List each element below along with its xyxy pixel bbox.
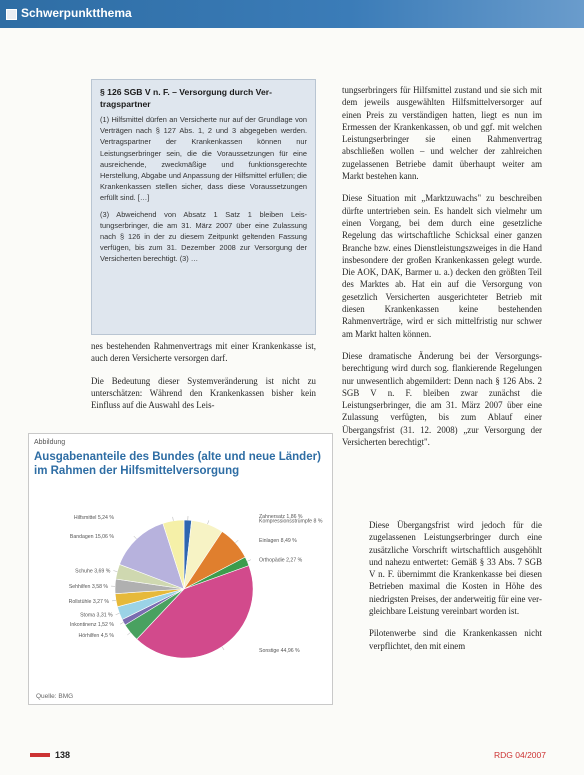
pie-label-3: Orthopädie 2,27 % [259, 557, 303, 564]
legal-paragraph-1: (1) Hilfsmittel dürfen an Versicherte nur auf der Grundlage von Verträgen nach § 127 Abs. 1, 2 und 3 abgegeben werden. Vertragspartner der Krankenkassen können nur Leistungserbringer sein, die die Voraussetzungen für eine ausreichende, zweckmäßige und funktionsgerechte Herstellung, Abgabe und Anpassung der Hilfsmittel erfüllen; die Krankenkassen stellen sicher, dass diese Voraussetzungen erfüllt sind. […] [100, 115, 307, 203]
pie-leader-line-5 [127, 633, 130, 636]
page-marker [30, 753, 50, 757]
pie-leader-line-12 [173, 517, 174, 521]
pie-leader-line-10 [113, 571, 117, 572]
pie-label-0: Zahnersatz 1,86 % [259, 514, 303, 521]
section-title: Schwerpunktthema [21, 6, 132, 20]
pie-leader-line-3 [247, 560, 251, 562]
legal-paragraph-3: (3) Abweichend von Absatz 1 Satz 1 bleiben Leistungserbringer, die am 31. März 2007 über eine Zulassung nach § 126 in der zu diesem Zeitpunkt geltenden Fassung verfügen, bis zum 31. Dezember 2008 zur Versorgung der Versicherten berechtigt. (3) … [100, 209, 307, 264]
pie-label-12: Hilfsmittel 5,24 % [73, 514, 114, 521]
pie-leader-line-1 [208, 520, 209, 524]
pie-label-9: Sehhilfen 3,58 % [68, 584, 109, 591]
left-column-text [91, 340, 316, 421]
legal-text-box [91, 79, 316, 335]
pie-leader-line-7 [116, 613, 120, 614]
paragraph: Diese dramatische Änderung bei der Versorgungsberechtigung wird durch sog. flankierende Regelungen nur unwesentlich abgemildert: Denn nach § 126 Abs. 2 SGB V n. F. bleiben zwar zunächst die Leistungserbringer, die am 31. März 2007 über eine Zulassung verfügten, bis zum Ablauf einer Übergangsfrist (31. 12. 2008) „zur Versorgung der Versicherten berechtigt". [342, 350, 542, 448]
pie-leader-line-4 [222, 647, 224, 650]
figure-source: Quelle: BMG [36, 693, 74, 700]
paragraph: Die Bedeutung dieser Systemveränderung ist nicht zu unterschätzen: Während den Krankenkassen bisher kein Einfluss auf die Auswahl des Leis- [91, 375, 316, 411]
magazine-issue: RDG 04/2007 [494, 750, 546, 760]
page-number: 138 [55, 750, 71, 760]
pie-label-1: Kompressionsstrümpfe 8 % [259, 518, 323, 525]
right-column-text-upper [342, 84, 542, 448]
paragraph: Diese Situation mit „Marktzuwachs" zu beschreiben dürfte untertrieben sein. Es handelt sich vielmehr um einen Vorgang, bei dem durch eine gesetzliche Regelung das wirtschaftliche Schicksal einer ganzen Branche bzw. eines Dienstleistungszweiges in die Hand insbesondere der großen Krankenkassen gelegt wurde. Die AOK, DAK, Barmer u. a.) decken den größten Teil des Marktes ab. Hat ein auf die Versorgung von gesetzlich Versicherten ausgerichteter Betrieb mit diesen Krankenkassen keine bestehenden Rahmenverträge, wird er sich mittelfristig nur schwer am Markt halten können. [342, 193, 542, 339]
paragraph: tungserbringers für Hilfsmittel zustand und sie sich mit dem jeweils ausgewählten Hilfsmittelversorger auf einen Preis zu verständigen hatten, liegt es nun im Ermessen der Krankenkassen, ob und ggf. mit welchen Leistungserbringer sie einen Rahmenvertrag abschließen wollen – und welcher der zahlreichen zugelassenen Betriebe damit überhaupt weiter am Markt bestehen kann. [342, 85, 542, 182]
pie-label-5: Hörhilfen 4,5 % [78, 633, 114, 640]
section-header-bar [0, 0, 584, 28]
pie-leader-line-2 [235, 540, 238, 543]
paragraph: Pilotenwerbe sind die Krankenkassen nicht verpflichtet, den mit einem [369, 628, 542, 651]
pie-label-10: Schuhe 3,69 % [75, 568, 111, 575]
figure-label: Abbildung [34, 439, 66, 446]
figure-title: Ausgabenanteile des Bundes (alte und neue Länder) im Rahmen der Hilfsmittelversorgung [34, 451, 321, 477]
legal-box-title: § 126 SGB V n. F. – Versorgung durch Vertragspartner [100, 87, 272, 109]
pie-leader-line-8 [112, 600, 116, 601]
pie-label-8: Rollstühle 3,27 % [68, 598, 109, 605]
pie-label-2: Einlagen 8,49 % [259, 538, 297, 545]
pie-label-7: Stoma 3,31 % [80, 612, 113, 619]
figure-pie-chart [28, 433, 333, 705]
pie-leader-line-6 [120, 622, 124, 624]
pie-leader-line-11 [134, 536, 137, 539]
section-square-icon [6, 9, 17, 20]
pie-label-11: Bandagen 15,06 % [69, 534, 114, 541]
paragraph: Diese Übergangsfrist wird jedoch für die zugelassenen Leistungserbringer durch eine zusätzliche Vorschrift wirtschaftlich ausgehöhlt und nahezu entwertet: Gemäß § 33 Abs. 7 SGB V n. F. übernimmt die Krankenkasse bei diesen Betrieben maximal die Kosten in Höhe des niedrigsten Preises, der anderweitig für eine vergleichbare Leistung vereinbart worden ist. [369, 520, 542, 617]
pie-label-6: Inkontinenz 1,52 % [69, 622, 114, 629]
pie-label-4: Sonstige 44,96 % [259, 648, 300, 655]
pie-chart-svg [29, 434, 334, 706]
paragraph: nes bestehenden Rahmenvertrags mit einer Krankenkasse ist, auch deren Versicherte versorgen darf. [91, 341, 316, 364]
right-column-text-lower [369, 519, 542, 652]
